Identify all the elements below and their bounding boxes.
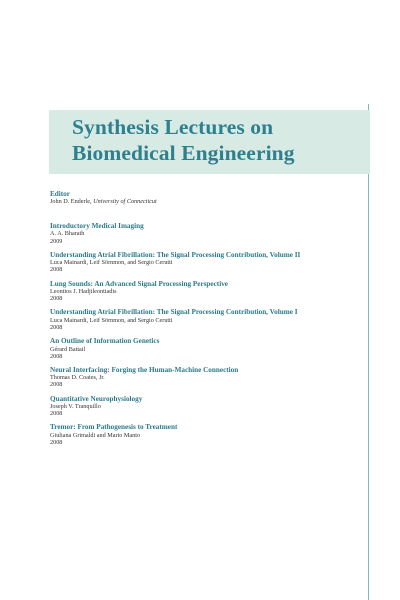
- book-title: Tremor: From Pathogenesis to Treatment: [50, 423, 178, 432]
- editor-label: Editor: [50, 190, 70, 198]
- book-entry: [50, 251, 365, 274]
- book-year: 2009: [50, 237, 63, 245]
- editor-line: [50, 198, 360, 205]
- book-authors: Leontios J. Hadjileontiadis: [50, 287, 117, 295]
- book-year: 2008: [50, 266, 63, 274]
- series-book-list: [50, 222, 365, 452]
- book-year: 2008: [50, 323, 63, 331]
- book-entry: [50, 366, 365, 389]
- book-year: 2008: [50, 410, 63, 418]
- book-entry: [50, 337, 365, 360]
- book-entry: [50, 308, 365, 331]
- book-title: Understanding Atrial Fibrillation: The Signal Processing Contribution, Volume I: [50, 308, 298, 317]
- series-title-line-1: Synthesis Lectures on: [72, 115, 274, 139]
- book-year: 2008: [50, 438, 63, 446]
- book-title: Introductory Medical Imaging: [50, 222, 144, 230]
- book-authors: Thomas D. Coates, Jr.: [50, 374, 105, 382]
- book-title: An Outline of Information Genetics: [50, 337, 160, 346]
- vertical-rule: [368, 104, 369, 600]
- editor-name: John D. Enderle,: [50, 198, 92, 206]
- book-entry: [50, 423, 365, 446]
- book-authors: A. A. Bharath: [50, 230, 85, 238]
- book-title: Neural Interfacing: Forging the Human-Machine Connection: [50, 365, 239, 374]
- book-entry: [50, 395, 365, 418]
- book-entry: [50, 280, 365, 303]
- book-title: Understanding Atrial Fibrillation: The Signal Processing Contribution, Volume II: [50, 250, 301, 259]
- book-authors: Joseph V. Tranquillo: [50, 403, 101, 411]
- book-authors: Luca Mainardi, Leif Sörnmon, and Sergio Cerutti: [50, 316, 173, 324]
- book-authors: Giuliana Grimaldi and Mario Manto: [50, 431, 141, 439]
- book-title: Quantitative Neurophysiology: [50, 394, 143, 403]
- book-entry: [50, 222, 365, 245]
- book-year: 2008: [50, 352, 63, 360]
- book-title: Lung Sounds: An Advanced Signal Processing Perspective: [50, 279, 228, 288]
- book-year: 2008: [50, 295, 63, 303]
- editor-affiliation: University of Connecticut: [93, 198, 157, 206]
- editor-section: [50, 190, 360, 206]
- series-title-line-2: Biomedical Engineering: [72, 141, 295, 165]
- series-title: [72, 114, 362, 166]
- book-authors: Gérard Battail: [50, 345, 86, 353]
- book-authors: Luca Mainardi, Leif Sörnmon, and Sergio Cerutti: [50, 259, 173, 267]
- book-year: 2008: [50, 381, 63, 389]
